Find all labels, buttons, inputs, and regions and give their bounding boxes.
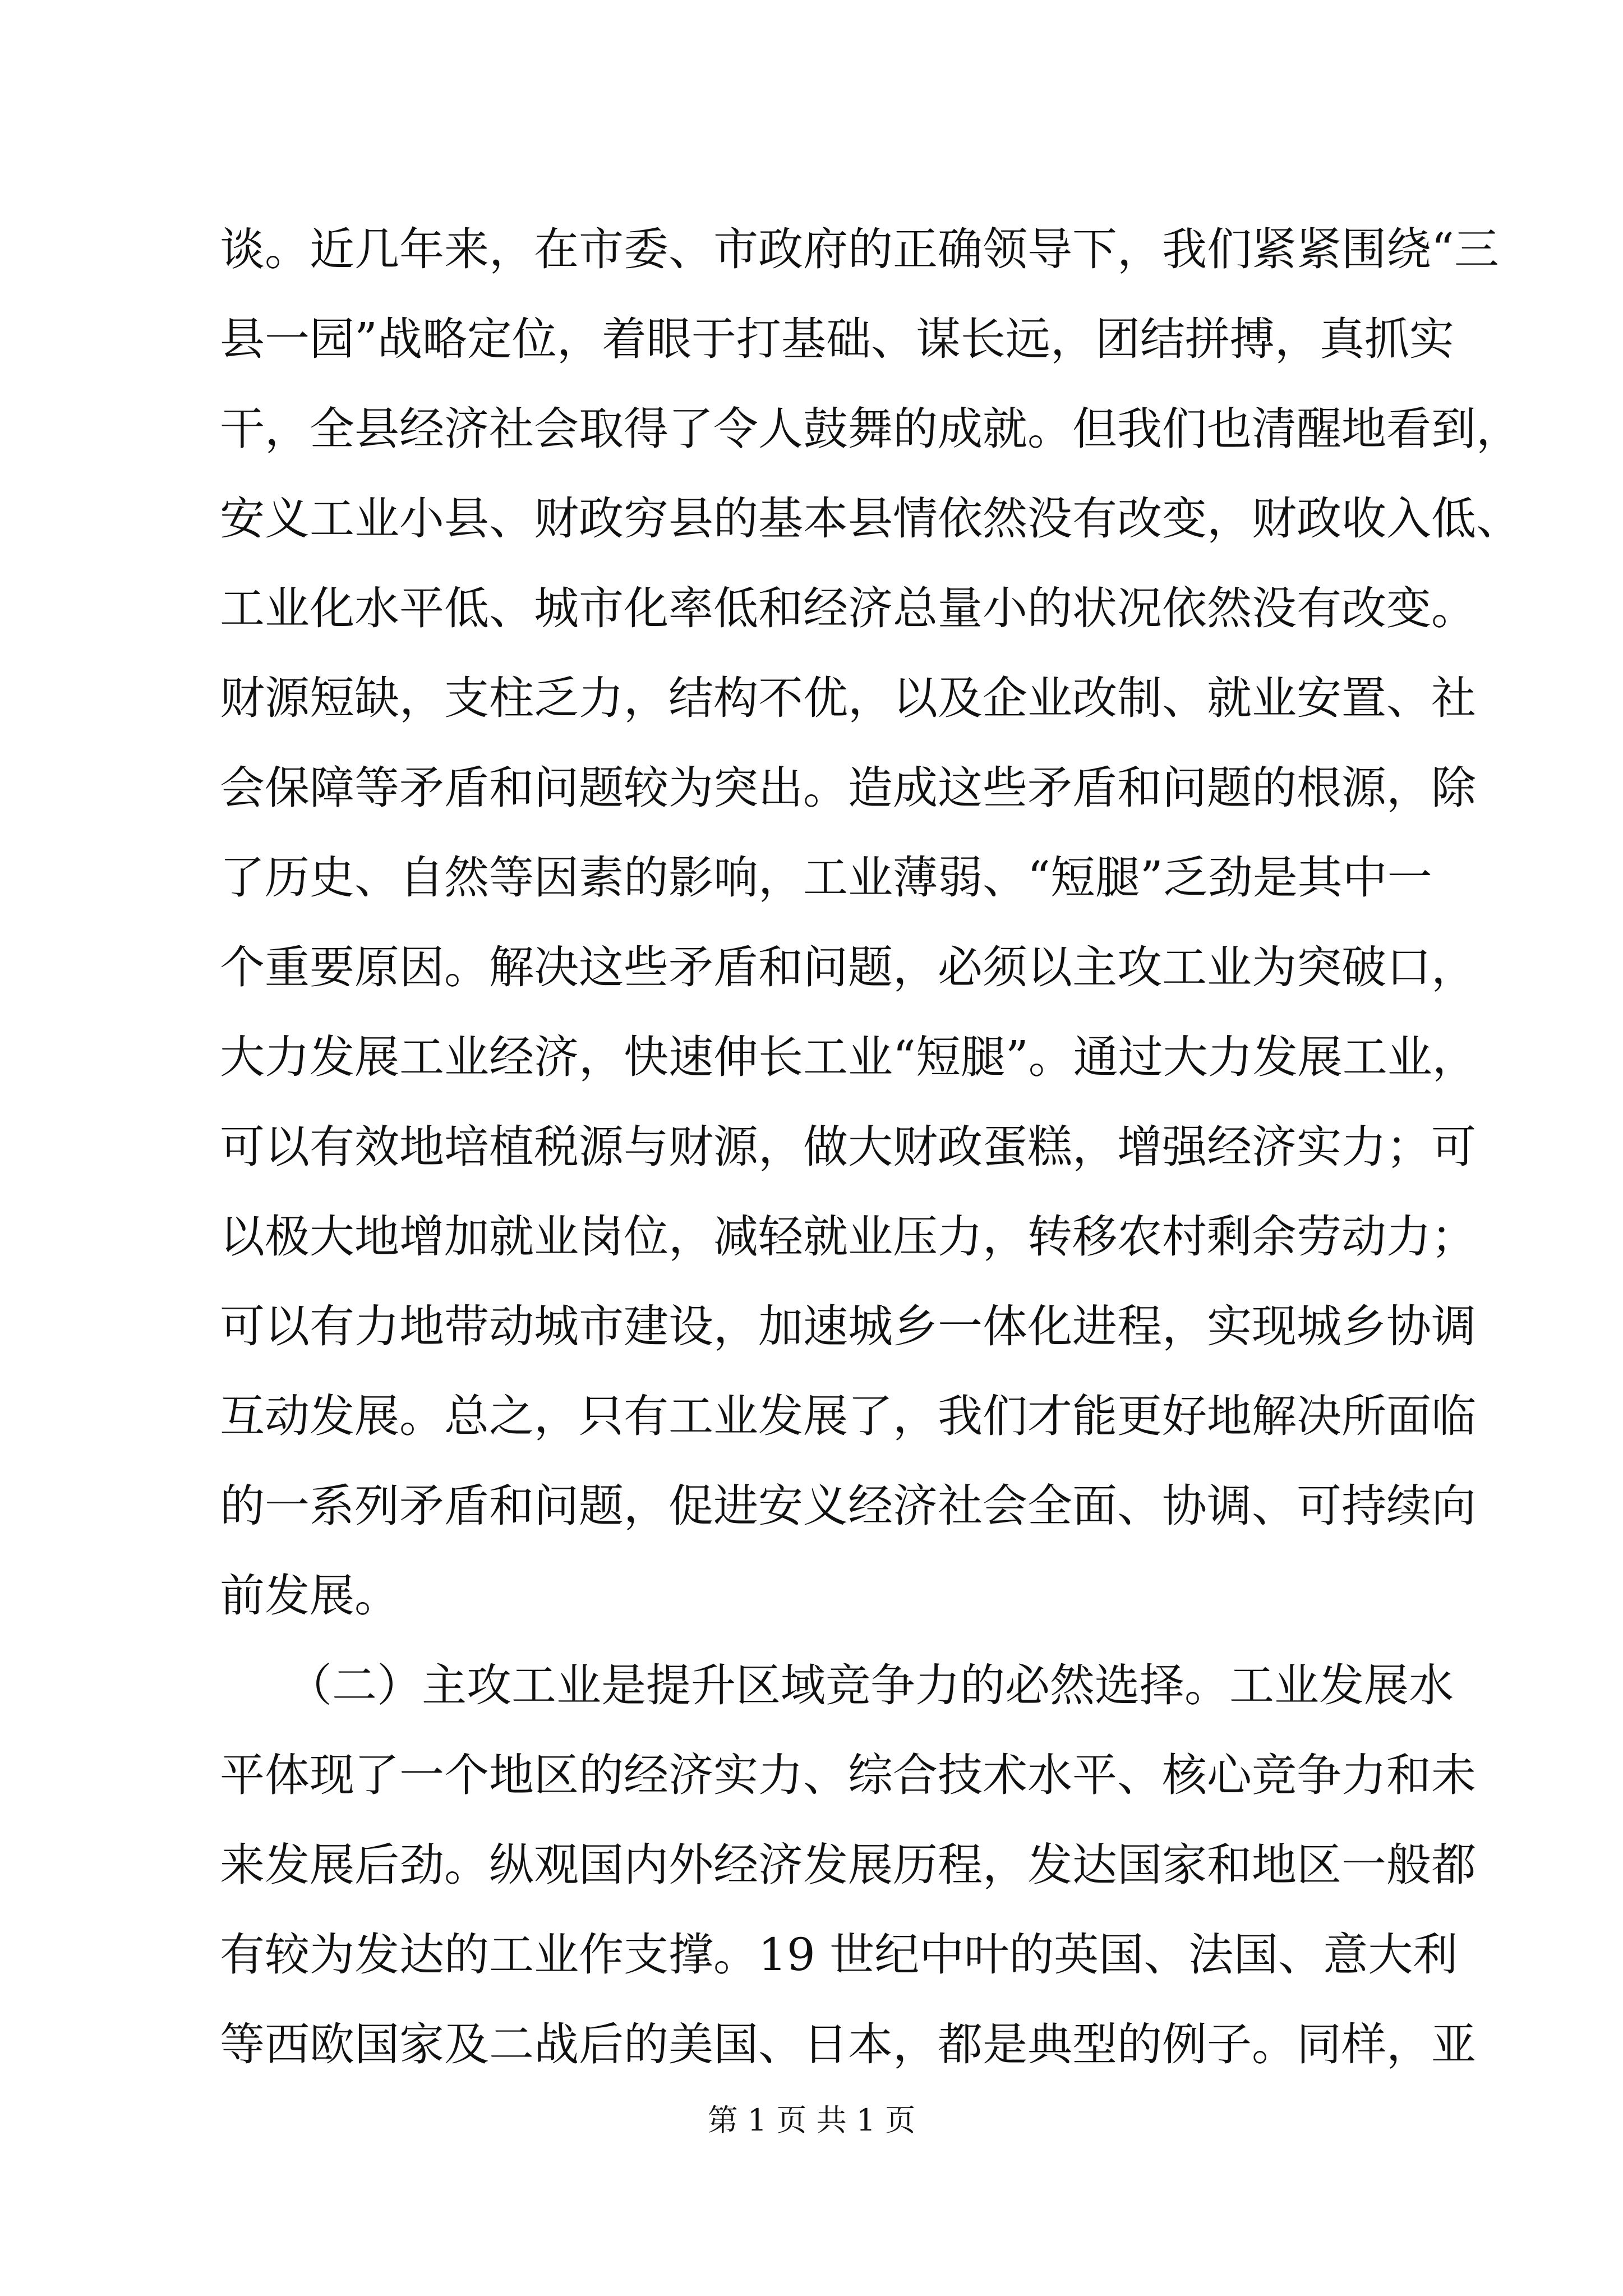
text-line: 个重要原因。解决这些矛盾和问题，必须以主攻工业为突破口，	[220, 941, 1476, 993]
text-line: 有较为发达的工业作支撑。19 世纪中叶的英国、法国、意大利	[220, 1929, 1458, 1981]
text-line: 可以有力地带动城市建设，加速城乡一体化进程，实现城乡协调	[220, 1300, 1476, 1352]
text-line: 以极大地增加就业岗位，减轻就业压力，转移农村剩余劳动力；	[220, 1211, 1476, 1263]
text-line: 会保障等矛盾和问题较为突出。造成这些矛盾和问题的根源，除	[220, 762, 1476, 814]
text-line: 干，全县经济社会取得了令人鼓舞的成就。但我们也清醒地看到，	[220, 403, 1521, 455]
text-line: 县一园”战略定位，着眼于打基础、谋长远，团结拼搏，真抓实	[220, 313, 1454, 365]
text-line: 平体现了一个地区的经济实力、综合技术水平、核心竞争力和未	[220, 1749, 1476, 1801]
text-line: 安义工业小县、财政穷县的基本县情依然没有改变，财政收入低、	[220, 493, 1521, 545]
text-line: 等西欧国家及二战后的美国、日本，都是典型的例子。同样，亚	[220, 2018, 1476, 2070]
text-line: 的一系列矛盾和问题，促进安义经济社会全面、协调、可持续向	[220, 1480, 1476, 1532]
text-line: 互动发展。总之，只有工业发展了，我们才能更好地解决所面临	[220, 1390, 1476, 1442]
page-number: 第 1 页 共 1 页	[707, 2102, 916, 2138]
text-line: 前发展。	[220, 1570, 399, 1622]
text-line: 财源短缺，支柱乏力，结构不优，以及企业改制、就业安置、社	[220, 672, 1476, 724]
body-text	[220, 205, 1521, 2090]
text-line: 工业化水平低、城市化率低和经济总量小的状况依然没有改变。	[220, 582, 1476, 634]
text-line: 了历史、自然等因素的影响，工业薄弱、“短腿”乏劲是其中一	[220, 852, 1432, 904]
text-line: 可以有效地培植税源与财源，做大财政蛋糕，增强经济实力；可	[220, 1121, 1476, 1173]
text-line: 谈。近几年来，在市委、市政府的正确领导下，我们紧紧围绕“三	[220, 223, 1499, 275]
page-footer	[0, 2101, 1623, 2140]
text-line: 来发展后劲。纵观国内外经济发展历程，发达国家和地区一般都	[220, 1839, 1476, 1891]
text-line: 大力发展工业经济，快速伸长工业“短腿”。通过大力发展工业，	[220, 1031, 1477, 1083]
text-line: （二）主攻工业是提升区域竞争力的必然选择。工业发展水	[220, 1659, 1454, 1711]
